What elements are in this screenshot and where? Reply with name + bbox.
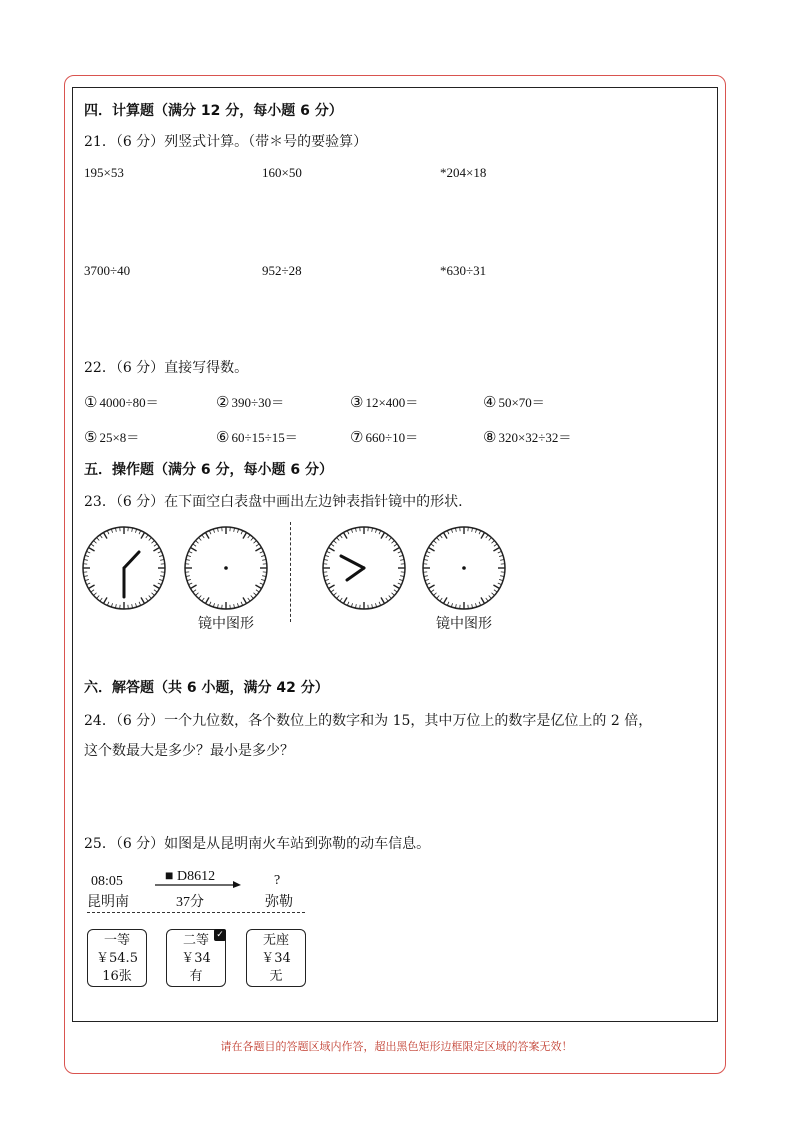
mirror-label-2: 镜中图形 (436, 616, 492, 632)
q22-item-7: ⑦ 660÷10＝ (350, 430, 419, 446)
ticket-price: ￥34 (261, 951, 291, 966)
section-5-heading: 五．操作题（满分 6 分，每小题 6 分） (84, 462, 333, 478)
ticket-second-class (166, 929, 226, 987)
clock-center-dot (224, 566, 228, 570)
q22-item-4: ④ 50×70＝ (483, 395, 545, 411)
ticket-availability: 有 (189, 969, 203, 984)
dashed-divider (290, 522, 291, 622)
ticket-availability: 无 (269, 969, 283, 984)
q21-title: 21．（6 分）列竖式计算。（带＊号的要验算） (84, 134, 368, 150)
depart-time: 08:05 (91, 874, 123, 889)
q21-expr-5: 952÷28 (262, 263, 302, 278)
travel-duration: 37分 (176, 895, 204, 910)
train-number: ■ D8612 (165, 869, 216, 884)
q24-line-1: 24．（6 分）一个九位数，各个数位上的数字和为 15，其中万位上的数字是亿位上的 2 倍， (84, 713, 653, 729)
q24-line-2: 这个数最大是多少？最小是多少？ (84, 743, 294, 759)
q22-item-5: ⑤ 25×8＝ (84, 430, 140, 446)
depart-station: 昆明南 (87, 895, 129, 910)
q21-expr-3: *204×18 (440, 165, 487, 180)
section-4-heading: 四．计算题（满分 12 分，每小题 6 分） (84, 103, 343, 119)
clock-center-dot (462, 566, 466, 570)
ticket-class: 一等 (103, 933, 130, 948)
ticket-no-seat (246, 929, 306, 987)
q21-expr-2: 160×50 (262, 165, 302, 180)
q22-item-2: ② 390÷30＝ (216, 395, 285, 411)
blank-clock-face-1[interactable] (183, 525, 269, 611)
q21-expr-4: 3700÷40 (84, 263, 131, 278)
clock-face-left-2 (321, 525, 407, 611)
blank-clock-face-2[interactable] (421, 525, 507, 611)
route-arrow-icon (153, 878, 243, 890)
q22-item-3: ③ 12×400＝ (350, 395, 419, 411)
ticket-availability: 16张 (102, 969, 132, 984)
ticket-class: 二等 (182, 933, 209, 948)
arrive-time: ? (274, 873, 281, 888)
q21-expr-1: 195×53 (84, 165, 124, 180)
section-6-heading: 六．解答题（共 6 小题，满分 42 分） (84, 680, 329, 696)
ticket-class: 无座 (262, 933, 289, 948)
arrive-station: 弥勒 (265, 895, 293, 910)
q22-item-6: ⑥ 60÷15÷15＝ (216, 430, 298, 446)
q21-expr-6: *630÷31 (440, 263, 487, 278)
ticket-first-class (87, 929, 147, 987)
checkmark-icon: ✓ (214, 929, 226, 941)
ticket-price: ￥54.5 (96, 951, 138, 966)
mirror-label-1: 镜中图形 (198, 616, 254, 632)
q22-item-1: ① 4000÷80＝ (84, 395, 159, 411)
clock-face-left-1 (81, 525, 167, 611)
q22-item-8: ⑧ 320×32÷32＝ (483, 430, 572, 446)
q23-title: 23．（6 分）在下面空白表盘中画出左边钟表指针镜中的形状. (84, 494, 463, 510)
q22-title: 22．（6 分）直接写得数。 (84, 360, 249, 376)
q25-title: 25．（6 分）如图是从昆明南火车站到弥勒的动车信息。 (84, 836, 431, 852)
dashed-baseline (87, 912, 305, 913)
ticket-price: ￥34 (181, 951, 211, 966)
footer-notice: 请在各题目的答题区域内作答，超出黑色矩形边框限定区域的答案无效！ (220, 1040, 573, 1053)
